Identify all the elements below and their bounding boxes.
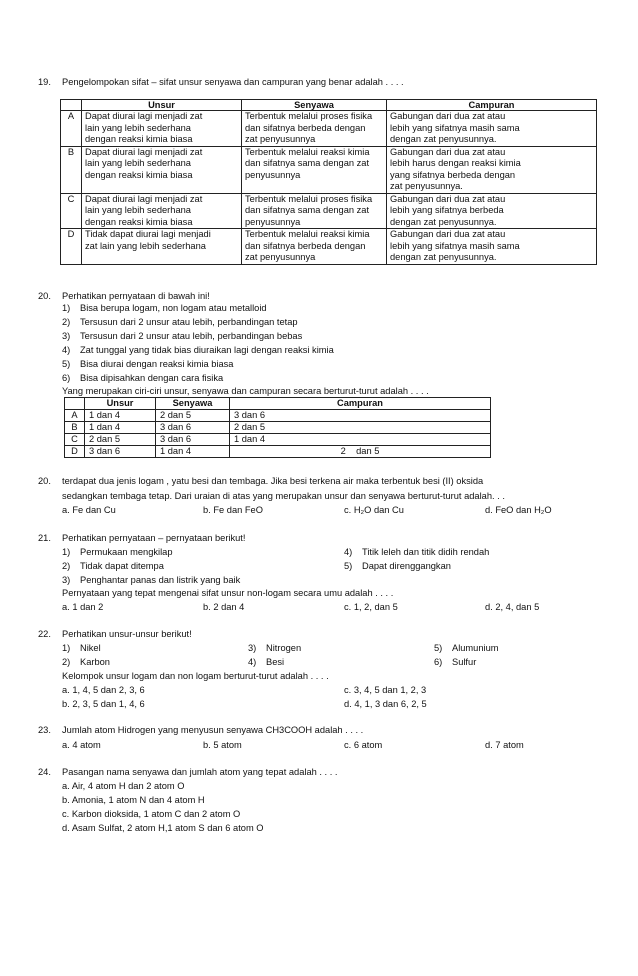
q20b-question-line2: sedangkan tembaga tetap. Dari uraian di atas yang merupakan unsur dan senyawa berturut-turut adalah. . . (62, 491, 505, 501)
q19-cell-senyawa: Terbentuk melalui proses fisika dan sifatnya sama dengan zat penyusunnya (242, 193, 387, 229)
q20a-cell-unsur: 1 dan 4 (85, 410, 156, 422)
q24-option-a[interactable]: a. Air, 4 atom H dan 2 atom O (62, 781, 185, 791)
list-item-text: Bisa dipisahkan dengan cara fisika (80, 373, 224, 383)
list-item-text: Tersusun dari 2 unsur atau lebih, perbandingan bebas (80, 331, 303, 341)
q21-option-a[interactable]: a. 1 dan 2 (62, 602, 104, 612)
q21-number: 21. (38, 533, 51, 543)
q20a-header-unsur: Unsur (85, 398, 156, 410)
q20a-cell-senyawa: 3 dan 6 (156, 434, 230, 446)
q22-option-c[interactable]: c. 3, 4, 5 dan 1, 2, 3 (344, 685, 427, 695)
q22-question: Perhatikan unsur-unsur berikut! (62, 629, 192, 639)
q21-question: Perhatikan pernyataan – pernyataan berikut! (62, 533, 246, 543)
q20b-question-line1: terdapat dua jenis logam , yatu besi dan tembaga. Jika besi terkena air maka terbentuk besi (II) oksida (62, 476, 484, 486)
list-item-text: Titik leleh dan titik didih rendah (362, 547, 490, 557)
q19-cell-campuran: Gabungan dari dua zat atau lebih yang sifatnya masih sama dengan zat penyusunnya. (387, 229, 597, 265)
list-item-text: Karbon (80, 657, 110, 667)
q20b-option-d[interactable]: d. FeO dan H₂O (485, 505, 552, 515)
q19-question: Pengelompokan sifat – sifat unsur senyawa dan campuran yang benar adalah . . . . (62, 77, 404, 87)
q19-row-label: A (61, 111, 82, 147)
q19-row-label: B (61, 146, 82, 193)
q23-number: 23. (38, 725, 51, 735)
list-item-text: Penghantar panas dan listrik yang baik (80, 575, 241, 585)
q20b-number: 20. (38, 476, 51, 486)
list-item-text: Bisa diurai dengan reaksi kimia biasa (80, 359, 234, 369)
q19-cell-unsur: Tidak dapat diurai lagi menjadi zat lain yang lebih sederhana (82, 229, 242, 265)
q19-cell-senyawa: Terbentuk melalui reaksi kimia dan sifatnya sama dengan zat penyusunnya (242, 146, 387, 193)
q23-option-c[interactable]: c. 6 atom (344, 740, 383, 750)
q23-option-b[interactable]: b. 5 atom (203, 740, 242, 750)
q20a-table (64, 397, 491, 458)
list-item-text: Nikel (80, 643, 101, 653)
list-item-text: Dapat direnggangkan (362, 561, 451, 571)
q19-cell-unsur: Dapat diurai lagi menjadi zat lain yang lebih sederhana dengan reaksi kimia biasa (82, 193, 242, 229)
list-item: 4) (248, 657, 257, 667)
list-item: 1) (62, 643, 71, 653)
q20a-row-label: B (65, 422, 85, 434)
q20a-cell-campuran: 2 dan 5 (230, 446, 491, 458)
q20b-option-c[interactable]: c. H₂O dan Cu (344, 505, 404, 515)
q19-cell-unsur: Dapat diurai lagi menjadi zat lain yang lebih sederhana dengan reaksi kimia biasa (82, 146, 242, 193)
q20a-row-label: A (65, 410, 85, 422)
q20b-option-b[interactable]: b. Fe dan FeO (203, 505, 263, 515)
table-row (65, 410, 491, 422)
q20a-cell-senyawa: 2 dan 5 (156, 410, 230, 422)
q24-question: Pasangan nama senyawa dan jumlah atom yang tepat adalah . . . . (62, 767, 338, 777)
q22-number: 22. (38, 629, 51, 639)
q20a-cell-campuran: 2 dan 5 (230, 422, 491, 434)
table-row (65, 446, 491, 458)
list-item-text: Tidak dapat ditempa (80, 561, 164, 571)
q20a-cell-campuran: 1 dan 4 (230, 434, 491, 446)
q23-question: Jumlah atom Hidrogen yang menyusun senyawa CH3COOH adalah . . . . (62, 725, 364, 735)
list-item: 3) (62, 331, 71, 341)
q20a-number: 20. (38, 291, 51, 301)
list-item-text: Nitrogen (266, 643, 302, 653)
q23-option-a[interactable]: a. 4 atom (62, 740, 101, 750)
q20a-cell-senyawa: 3 dan 6 (156, 422, 230, 434)
list-item-text: Tersusun dari 2 unsur atau lebih, perbandingan tetap (80, 317, 298, 327)
list-item-text: Besi (266, 657, 285, 667)
q24-option-d[interactable]: d. Asam Sulfat, 2 atom H,1 atom S dan 6 atom O (62, 823, 264, 833)
q20a-cell-senyawa: 1 dan 4 (156, 446, 230, 458)
q21-option-c[interactable]: c. 1, 2, dan 5 (344, 602, 398, 612)
q20a-cell-unsur: 3 dan 6 (85, 446, 156, 458)
q22-option-d[interactable]: d. 4, 1, 3 dan 6, 2, 5 (344, 699, 427, 709)
list-item-text: Bisa berupa logam, non logam atau metalloid (80, 303, 267, 313)
q19-row-label: D (61, 229, 82, 265)
q19-number: 19. (38, 77, 51, 87)
q20a-header-senyawa: Senyawa (156, 398, 230, 410)
list-item: 1) (62, 303, 71, 313)
list-item: 5) (62, 359, 71, 369)
q20a-cell-campuran: 3 dan 6 (230, 410, 491, 422)
q20a-header-blank (65, 398, 85, 410)
q24-option-b[interactable]: b. Amonia, 1 atom N dan 4 atom H (62, 795, 205, 805)
table-row (61, 193, 597, 229)
q21-prompt: Pernyataan yang tepat mengenai sifat unsur non-logam secara umu adalah . . . . (62, 588, 394, 598)
q21-option-b[interactable]: b. 2 dan 4 (203, 602, 245, 612)
q19-cell-unsur: Dapat diurai lagi menjadi zat lain yang lebih sederhana dengan reaksi kimia biasa (82, 111, 242, 147)
q20a-row-label: C (65, 434, 85, 446)
q20a-cell-unsur: 1 dan 4 (85, 422, 156, 434)
q19-cell-senyawa: Terbentuk melalui proses fisika dan sifatnya berbeda dengan zat penyusunnya (242, 111, 387, 147)
q19-header-senyawa: Senyawa (242, 100, 387, 111)
q19-table (60, 99, 597, 265)
q19-header-campuran: Campuran (387, 100, 597, 111)
list-item: 5) (344, 561, 353, 571)
list-item: 4) (62, 345, 71, 355)
q20a-question: Perhatikan pernyataan di bawah ini! (62, 291, 210, 301)
q23-option-d[interactable]: d. 7 atom (485, 740, 524, 750)
q24-option-c[interactable]: c. Karbon dioksida, 1 atom C dan 2 atom O (62, 809, 241, 819)
table-row (65, 434, 491, 446)
list-item: 2) (62, 657, 71, 667)
table-row (61, 111, 597, 147)
q20a-row-label: D (65, 446, 85, 458)
list-item: 2) (62, 317, 71, 327)
list-item-text: Alumunium (452, 643, 499, 653)
q22-option-a[interactable]: a. 1, 4, 5 dan 2, 3, 6 (62, 685, 145, 695)
list-item: 5) (434, 643, 443, 653)
list-item: 2) (62, 561, 71, 571)
q24-number: 24. (38, 767, 51, 777)
q19-cell-senyawa: Terbentuk melalui reaksi kimia dan sifatnya berbeda dengan zat penyusunnya (242, 229, 387, 265)
q22-prompt: Kelompok unsur logam dan non logam berturut-turut adalah . . . . (62, 671, 329, 681)
q19-cell-campuran: Gabungan dari dua zat atau lebih harus dengan reaksi kimia yang sifatnya berbeda dengan zat penyusunnya. (387, 146, 597, 193)
list-item-text: Permukaan mengkilap (80, 547, 173, 557)
table-row (61, 146, 597, 193)
table-row (61, 229, 597, 265)
list-item: 6) (434, 657, 443, 667)
q20b-option-a[interactable]: a. Fe dan Cu (62, 505, 116, 515)
q19-cell-campuran: Gabungan dari dua zat atau lebih yang sifatnya berbeda dengan zat penyusunnya. (387, 193, 597, 229)
q20a-prompt: Yang merupakan ciri-ciri unsur, senyawa dan campuran secara berturut-turut adalah . . . . (62, 386, 429, 396)
q19-header-unsur: Unsur (82, 100, 242, 111)
list-item-text: Zat tunggal yang tidak bias diuraikan lagi dengan reaksi kimia (80, 345, 334, 355)
q21-option-d[interactable]: d. 2, 4, dan 5 (485, 602, 540, 612)
list-item: 3) (248, 643, 257, 653)
q20a-cell-unsur: 2 dan 5 (85, 434, 156, 446)
list-item: 4) (344, 547, 353, 557)
list-item: 6) (62, 373, 71, 383)
list-item-text: Sulfur (452, 657, 477, 667)
q19-cell-campuran: Gabungan dari dua zat atau lebih yang sifatnya masih sama dengan zat penyusunnya. (387, 111, 597, 147)
table-row (65, 422, 491, 434)
q22-option-b[interactable]: b. 2, 3, 5 dan 1, 4, 6 (62, 699, 145, 709)
q20a-header-campuran: Campuran (230, 398, 491, 410)
list-item: 3) (62, 575, 71, 585)
q19-row-label: C (61, 193, 82, 229)
list-item: 1) (62, 547, 71, 557)
q19-header-blank (61, 100, 82, 111)
